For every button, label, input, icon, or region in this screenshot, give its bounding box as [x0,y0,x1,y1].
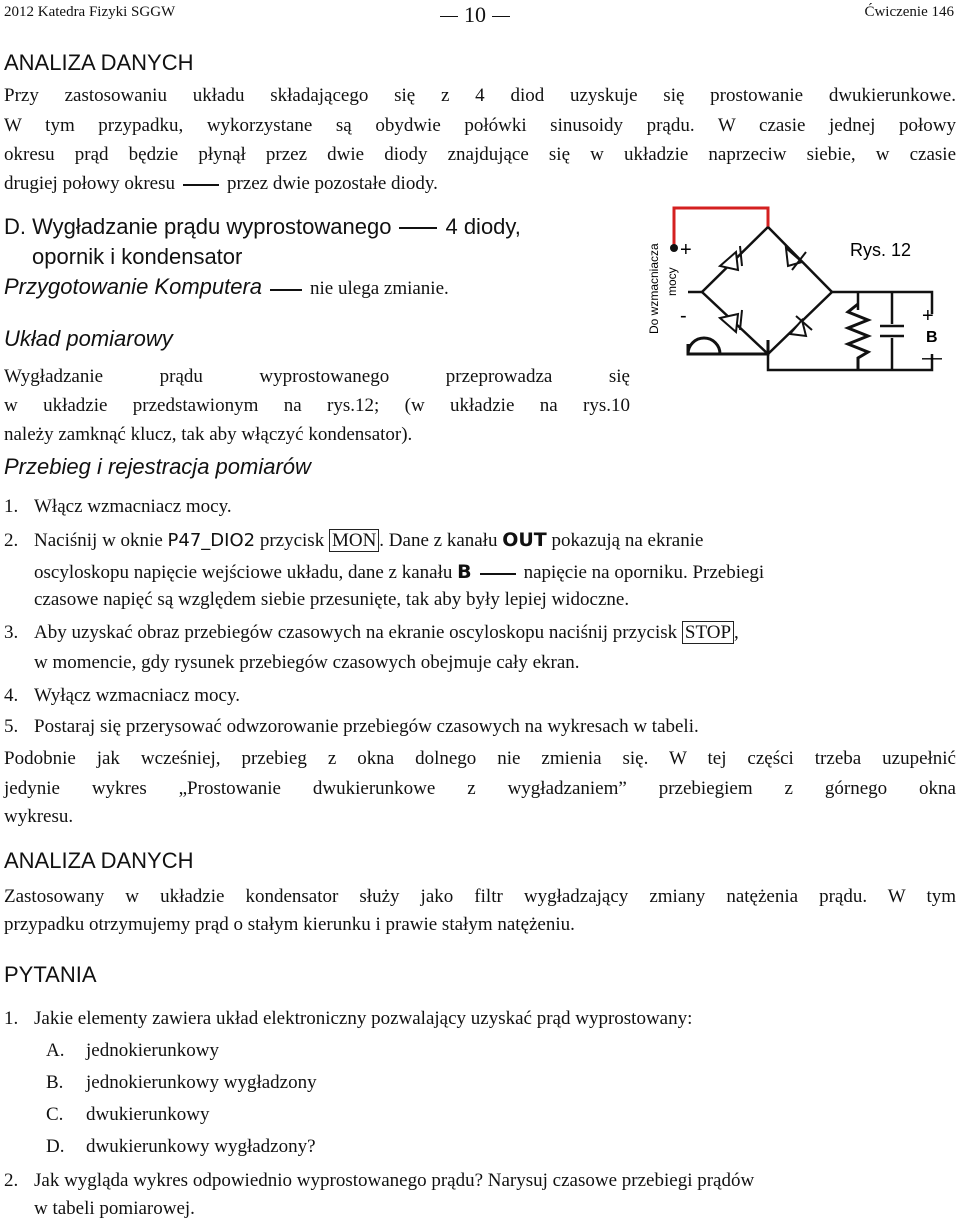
amplifier-label [647,243,679,334]
measurement-line-1: Wygładzanie prądu wyprostowanego przeprowadza się [4,366,630,387]
stop-button[interactable]: STOP [682,621,734,644]
top-rail [858,292,932,314]
step-3-line-2: w momencie, gdy rysunek przebiegów czasowych obejmuje cały ekran. [34,652,580,673]
measurement-heading: Układ pomiarowy [4,326,173,351]
prep-line [4,274,449,300]
analysis-line-2: W tym przypadku, wykorzystane są obydwie połówki sinusoidy prądu. W czasie jednej połowy [4,115,956,136]
option-b-letter: B. [46,1072,64,1093]
question-2-num: 2. [4,1170,19,1191]
ground-rail [768,354,932,370]
analysis-line-3: okresu prąd będzie płynął przez dwie diody znajdujące się w układzie naprzeciw siebie, w czasie [4,144,956,165]
step-3-text: Aby uzyskać obraz przebiegów czasowych na ekranie oscyloskopu naciśnij przycisk [34,622,678,643]
em-dash [399,227,437,229]
step-2-line-3: czasowe napięć są względem siebie przesunięte, tak aby były lepiej widoczne. [34,589,630,610]
option-b [46,1072,317,1094]
option-c-letter: C. [46,1104,64,1125]
page-number [440,2,510,28]
question-1-text: Jakie elementy zawiera układ elektroniczny pozwalający uzyskać prąd wyprostowany: [34,1008,693,1029]
diode-bridge [688,227,832,354]
note-line-1: Podobnie jak wcześniej, przebieg z okna dolnego nie zmienia się. W tej części trzeba uzupełnić [4,748,956,769]
amplifier-label-1: Do wzmacniacza [647,243,661,334]
option-a-letter: A. [46,1040,65,1061]
step-3-comma: , [734,622,739,643]
question-1-num: 1. [4,1008,19,1029]
step-1 [4,496,232,518]
step-2-text-b: przycisk [259,530,325,551]
option-b-text: jednokierunkowy wygładzony [86,1072,317,1093]
ground-hook [688,338,720,354]
diode-2 [786,248,806,270]
diode-4 [790,316,812,336]
input-plus-label: + [680,239,692,261]
out-channel: OUT [502,529,547,551]
step-4-text: Wyłącz wzmacniacz mocy. [34,685,240,706]
output-minus-label: — [922,347,942,369]
analysis-line-4b: przez dwie pozostałe diody. [226,173,438,194]
capacitor [880,292,904,370]
page-number-text: 10 [464,2,486,27]
step-4-num: 4. [4,685,19,706]
figure-caption: Rys. 12 [850,240,912,260]
step-1-num: 1. [4,496,19,517]
diode-1 [720,246,742,270]
output-b-label: B [926,329,938,346]
analysis-line-1: Przy zastosowaniu układu składającego się z 4 diod uzyskuje się prostowanie dwukierunkowe. [4,85,956,106]
step-5-num: 5. [4,716,19,737]
step-2-text-c: . Dane z kanału [379,530,498,551]
option-a-text: jednokierunkowy [86,1040,219,1061]
questions-heading: PYTANIA [4,962,97,987]
analysis-heading: ANALIZA DANYCH [4,50,194,75]
section-d-title-a: D. Wygładzanie prądu wyprostowanego [4,214,392,239]
input-minus-label: - [680,305,687,327]
mon-button[interactable]: MON [329,529,379,552]
option-d-letter: D. [46,1136,65,1157]
input-plus-terminal [670,244,678,252]
note-line-3: wykresu. [4,806,74,827]
rectifier-circuit-diagram [642,204,960,374]
question-2-line-2: w tabeli pomiarowej. [34,1198,195,1219]
option-d-text: dwukierunkowy wygładzony? [86,1136,316,1157]
em-dash [480,573,516,575]
measurement-line-2: w układzie przedstawionym na rys.12; (w układzie na rys.10 [4,395,630,416]
option-c-text: dwukierunkowy [86,1104,210,1125]
resistor [848,304,868,370]
b-channel: B [457,561,472,583]
analysis-line-4a: drugiej połowy okresu [4,173,175,194]
analysis-line-4 [4,173,438,195]
section-d-title-b: 4 diody, [445,214,521,239]
output-plus-label: + [922,305,934,327]
analysis-2-heading: ANALIZA DANYCH [4,848,194,873]
step-3 [4,622,739,644]
prep-label: Przygotowanie Komputera [4,274,263,299]
option-c [46,1104,209,1126]
step-4 [4,685,240,707]
dash-left [440,16,458,17]
prep-text: nie ulega zmianie. [310,278,449,299]
window-name: P47_DIO2 [167,530,256,551]
step-2-line-2 [34,561,764,584]
em-dash [270,289,302,291]
analysis-2-line-2: przypadku otrzymujemy prąd o stałym kierunku i prawie stałym natężeniu. [4,914,575,935]
step-5 [4,716,699,738]
step-1-text: Włącz wzmacniacz mocy. [34,496,232,517]
step-2-text-a: Naciśnij w oknie [34,530,163,551]
step-2 [4,529,703,552]
analysis-2-line-1: Zastosowany w układzie kondensator służy jako filtr wygładzający zmiany natężenia prądu. W tym [4,886,956,907]
section-d-subtitle: opornik i kondensator [32,244,243,269]
procedure-heading: Przebieg i rejestracja pomiarów [4,454,311,479]
em-dash [183,184,219,186]
option-a [46,1040,219,1062]
dash-right [492,16,510,17]
measurement-line-3: należy zamknąć klucz, tak aby włączyć kondensator). [4,424,413,445]
question-2 [4,1170,956,1192]
step-2-line-2a: oscyloskopu napięcie wejściowe układu, dane z kanału [34,562,453,583]
step-2-text-d: pokazują na ekranie [551,530,704,551]
amplifier-label-2: mocy [665,267,679,296]
step-2-num: 2. [4,530,19,551]
note-line-2: jedynie wykres „Prostowanie dwukierunkowe z wygładzaniem” przebiegiem z górnego okna [4,778,956,799]
option-d [46,1136,316,1158]
question-2-line-1: Jak wygląda wykres odpowiednio wyprostowanego prądu? Narysuj czasowe przebiegi prądów [34,1170,755,1191]
header-right: Ćwiczenie 146 [864,4,954,20]
step-2-line-2b: napięcie na oporniku. Przebiegi [523,562,765,583]
question-1 [4,1008,692,1030]
step-3-num: 3. [4,622,19,643]
header-left: 2012 Katedra Fizyki SGGW [4,4,176,20]
section-d-title [4,214,521,240]
step-5-text: Postaraj się przerysować odwzorowanie przebiegów czasowych na wykresach w tabeli. [34,716,699,737]
